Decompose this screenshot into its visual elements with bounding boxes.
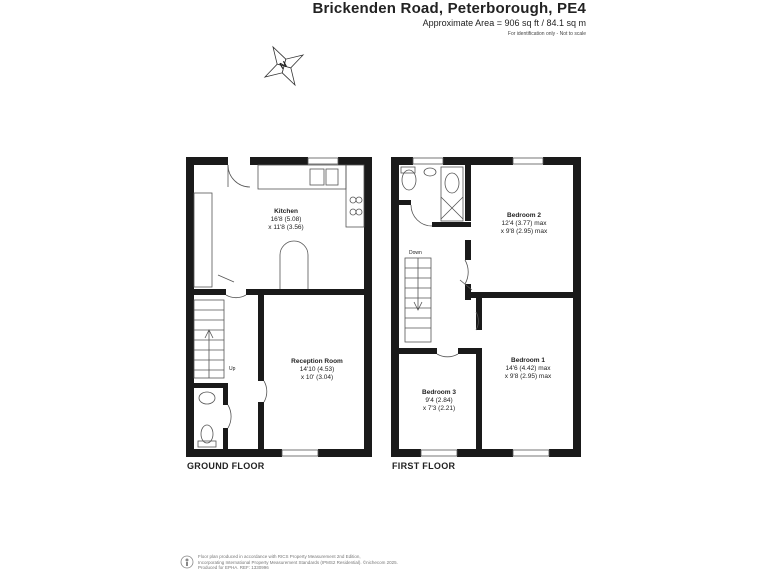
bedroom-2-name: Bedroom 2 [507, 212, 541, 219]
first-floor-label: FIRST FLOOR [392, 461, 456, 471]
rics-badge-icon [180, 554, 194, 570]
bedroom-2-dim-1: 12'4 (3.77) max [501, 220, 547, 227]
bedroom-1-dim-1: 14'6 (4.42) max [505, 365, 551, 372]
bedroom-2-label [484, 212, 564, 236]
compass-north-letter: N [277, 59, 289, 71]
kitchen-name: Kitchen [274, 208, 298, 215]
footer-line-1: Floor plan produced in accordance with RICS Property Measurement 2nd Edition, [198, 554, 361, 559]
bedroom-3-dim-2: x 7'3 (2.21) [422, 405, 456, 412]
bedroom-2-dim-2: x 9'8 (2.95) max [500, 228, 548, 235]
approximate-area: Approximate Area = 906 sq ft / 84.1 sq m [422, 18, 586, 28]
property-title: Brickenden Road, Peterborough, PE4 [312, 0, 586, 17]
reception-room-label [272, 358, 362, 382]
ground-floor-label: GROUND FLOOR [187, 461, 265, 471]
kitchen-dim-1: 16'8 (5.08) [270, 216, 302, 223]
kitchen-dim-2: x 11'8 (3.56) [268, 224, 304, 231]
bedroom-1-name: Bedroom 1 [511, 357, 545, 364]
footer-text [198, 554, 398, 571]
reception-room-name: Reception Room [291, 358, 343, 365]
footer-line-2: Incorporating International Property Measurement Standards (IPMS2 Residential). ©nichecom 2025. [198, 559, 398, 565]
ground-floor-walls [186, 157, 372, 457]
kitchen-label [246, 208, 326, 232]
reception-room-dim-1: 14'10 (4.53) [299, 366, 335, 373]
bedroom-1-label [488, 357, 568, 381]
bedroom-3-name: Bedroom 3 [422, 389, 456, 396]
ground-floor-fixtures [194, 158, 364, 456]
stairs-down-label: Down [409, 250, 422, 256]
footer-line-3: Produced for EPHA. REF: 1330996 [198, 565, 269, 570]
identification-note: For identification only - Not to scale [507, 31, 586, 37]
stairs-up-label: Up [229, 366, 236, 372]
bedroom-3-dim-1: 9'4 (2.84) [425, 397, 453, 404]
bedroom-3-label [403, 389, 475, 413]
bedroom-1-dim-2: x 9'8 (2.95) max [504, 373, 552, 380]
reception-room-dim-2: x 10' (3.04) [300, 374, 334, 381]
